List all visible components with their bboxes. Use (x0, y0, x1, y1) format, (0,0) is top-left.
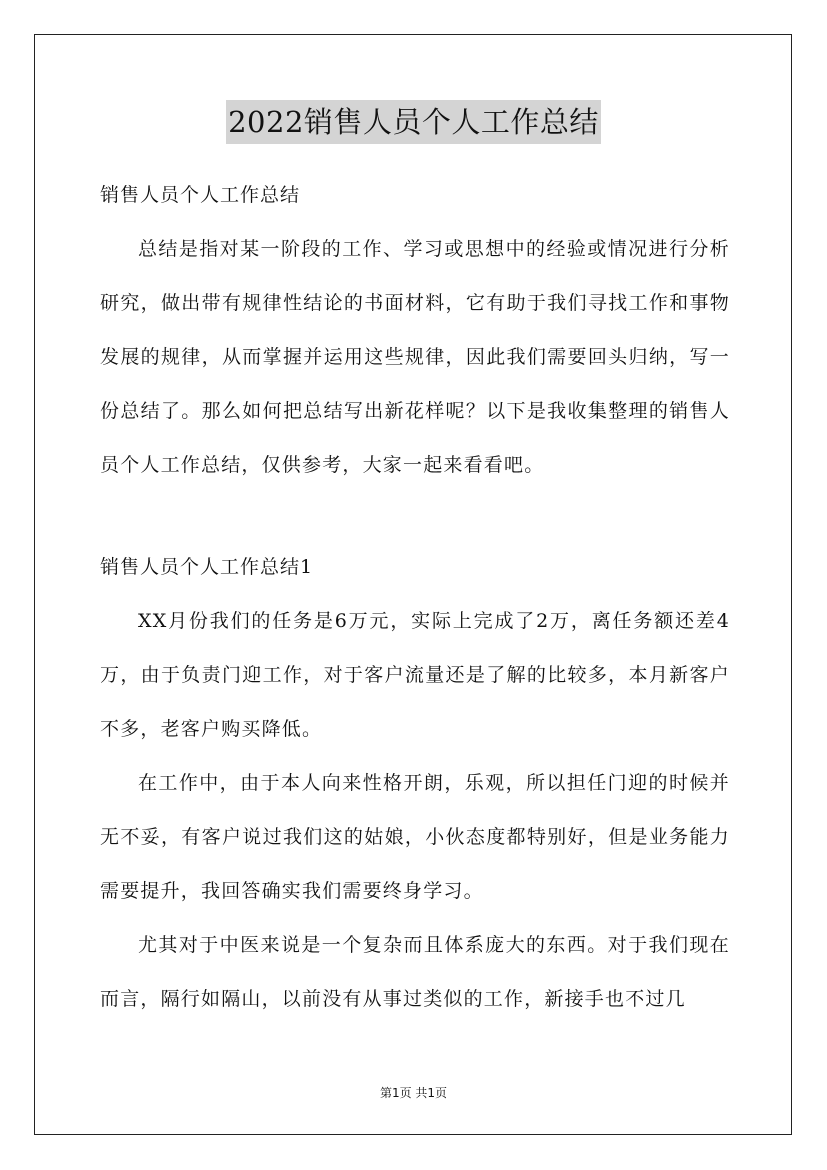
intro-paragraph: 总结是指对某一阶段的工作、学习或思想中的经验或情况进行分析研究，做出带有规律性结论的书面材料，它有助于我们寻找工作和事物发展的规律，从而掌握并运用这些规律，因此我们需要回头归纳，写一份总结了。那么如何把总结写出新花样呢？以下是我收集整理的销售人员个人工作总结，仅供参考，大家一起来看看吧。 (100, 238, 730, 476)
intro-heading: 销售人员个人工作总结 (100, 184, 301, 206)
section1-paragraph: XX月份我们的任务是6万元，实际上完成了2万，离任务额还差4万，由于负责门迎工作，对于客户流量还是了解的比较多，本月新客户不多，老客户购买降低。 (100, 610, 730, 740)
section1-paragraph: 尤其对于中医来说是一个复杂而且体系庞大的东西。对于我们现在而言，隔行如隔山，以前没有从事过类似的工作，新接手也不过几 (100, 934, 730, 1010)
page-footer (0, 1084, 827, 1101)
page-number-label: 第1页 共1页 (379, 1086, 448, 1100)
document-title: 2022销售人员个人工作总结 (226, 100, 601, 144)
section1-paragraph: 在工作中，由于本人向来性格开朗，乐观，所以担任门迎的时候并无不妥，有客户说过我们这的姑娘，小伙态度都特别好，但是业务能力需要提升，我回答确实我们需要终身学习。 (100, 772, 730, 902)
section1-heading: 销售人员个人工作总结1 (100, 556, 314, 578)
document-body (100, 168, 730, 1026)
section-spacer (100, 492, 730, 540)
document-title-container (0, 100, 827, 144)
